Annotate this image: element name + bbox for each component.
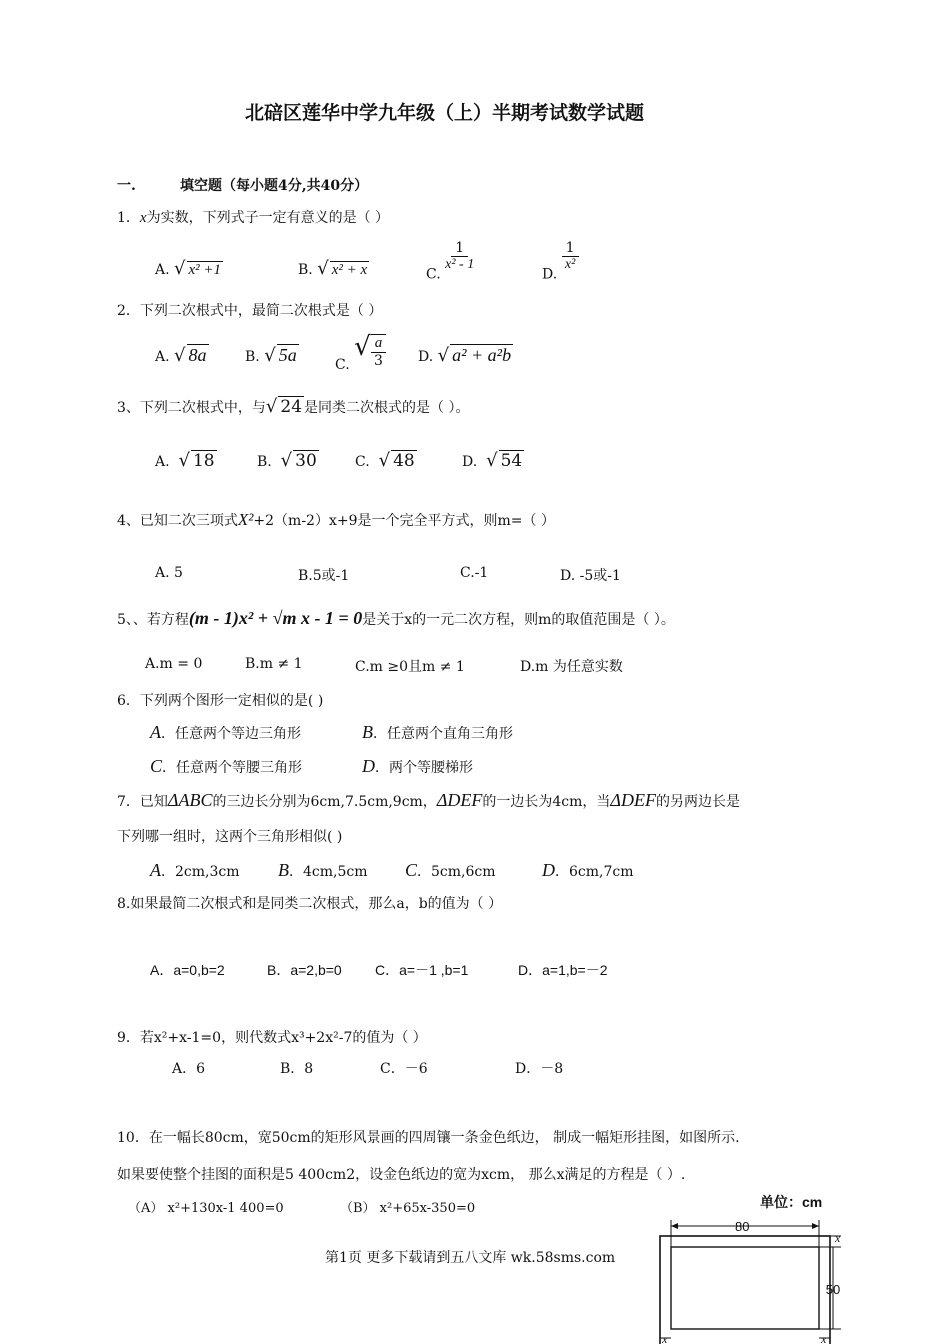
q6-option-a: A．任意两个等边三角形: [150, 722, 301, 742]
q2-option-d: D. √ a² + a²b: [418, 345, 512, 366]
inner-rectangle: [671, 1247, 819, 1329]
q6-option-d: D．两个等腰梯形: [362, 756, 473, 776]
q7-option-c: C．5cm,6cm: [405, 860, 496, 880]
q4-option-c: C.-1: [460, 565, 489, 581]
q3-option-c: C. √ 48: [355, 450, 415, 471]
q9-option-a: A．6: [172, 1061, 206, 1077]
question-5: 5、、若方程(m - 1)x² + √m x - 1 = 0是关于x的一元二次方程，则m的取值范围是（ ）。: [117, 608, 675, 628]
x-label-bottom-right: x: [821, 1332, 827, 1344]
page-title: 北碚区莲华中学九年级（上）半期考试数学试题: [245, 102, 645, 124]
q5-option-d: D.m 为任意实数: [520, 659, 623, 675]
question-2: 2．下列二次根式中，最简二次根式是（ ）: [117, 303, 383, 319]
question-7-line2: 下列哪一组时，这两个三角形相似( ): [117, 829, 343, 845]
q8-option-b: B．a=2,b=0: [267, 962, 342, 978]
q5-option-a: A.m = 0: [145, 656, 203, 672]
question-10-line1: 10．在一幅长80cm，宽50cm的矩形风景画的四周镶一条金色纸边， 制成一幅矩形挂图，如图所示.: [117, 1130, 740, 1146]
x-label-right: x: [835, 1231, 841, 1245]
q1-prefix: 1．: [117, 210, 140, 226]
q1-option-c: C. $\frac{1}{\text{x² - 1}}$: [426, 240, 475, 283]
q1-option-d: D. $\frac{1}{\text{x²}}$: [542, 240, 579, 283]
outer-rectangle: [660, 1236, 830, 1344]
q10-option-a: （A） x²+130x-1 400=0: [128, 1201, 284, 1216]
q8-option-d: D．a=1,b=－2: [518, 962, 608, 978]
q7-option-b: B．4cm,5cm: [278, 860, 368, 880]
question-9: 9．若x²+x-1=0，则代数式x³+2x²-7的值为（ ）: [117, 1030, 427, 1046]
length-label: 80: [735, 1219, 750, 1234]
q9-option-c: C．－6: [380, 1061, 428, 1077]
question-10-line2: 如果要使整个挂图的面积是5 400cm2，设金色纸边的宽为xcm， 那么x满足的方程是（ ）.: [117, 1167, 686, 1183]
q1-option-b: B. √ x² + x: [298, 258, 368, 279]
q1-stem: 为实数，下列式子一定有意义的是（ ）: [146, 210, 390, 226]
q7-option-d: D．6cm,7cm: [542, 860, 634, 880]
q10-option-b: （B） x²+65x-350=0: [340, 1201, 476, 1216]
page-footer: 第1页 更多下载请到五八文库 wk.58sms.com: [325, 1250, 616, 1266]
q8-option-c: C．a=－1 ,b=1: [375, 962, 469, 978]
q3-option-d: D. √ 54: [462, 450, 523, 471]
question-8: 8.如果最简二次根式和是同类二次根式，那么a，b的值为（ ）: [117, 896, 503, 912]
question-7: 7．已知ΔABC的三边长分别为6cm,7.5cm,9cm，ΔDEF的一边长为4cm，当ΔDEF的另两边长是: [117, 790, 740, 810]
q4-option-d: D. -5或-1: [560, 568, 621, 584]
frame-figure: [645, 1212, 845, 1344]
q1-option-a: A. √ x² +1: [155, 258, 222, 279]
q2-option-a: A. √ 8a: [155, 345, 207, 366]
q6-option-b: B．任意两个直角三角形: [362, 722, 513, 742]
width-label: 50: [825, 1282, 841, 1297]
q3-option-a: A. √ 18: [155, 450, 215, 471]
q7-option-a: A．2cm,3cm: [150, 860, 240, 880]
question-3: 3、下列二次根式中，与√ 24 是同类二次根式的是（ ）。: [117, 396, 470, 417]
q9-option-b: B．8: [280, 1061, 314, 1077]
section-heading: 填空题（每小题4分,共40分）: [180, 178, 369, 194]
section-number: 一.: [117, 178, 136, 194]
q2-option-c: C. √ $\frac{a}{3}$: [335, 332, 386, 373]
question-1: [117, 207, 389, 227]
question-6: 6．下列两个图形一定相似的是( ): [117, 693, 324, 709]
q5-option-c: C.m ≥0且m ≠ 1: [355, 659, 465, 675]
q4-option-b: B.5或-1: [298, 568, 350, 584]
q6-option-c: C．任意两个等腰三角形: [150, 756, 303, 776]
q9-option-d: D．－8: [515, 1061, 564, 1077]
question-4: 4、已知二次三项式X²+2（m-2）x+9是一个完全平方式，则m=（ ）: [117, 510, 555, 529]
q1-var: x: [139, 210, 147, 226]
q5-option-b: B.m ≠ 1: [245, 656, 303, 672]
figure-unit-label: 单位：cm: [760, 1194, 823, 1210]
q3-option-b: B. √ 30: [257, 450, 317, 471]
q4-option-a: A. 5: [155, 565, 183, 581]
q2-option-b: B. √ 5a: [245, 345, 297, 366]
x-label-bottom-left: x: [662, 1332, 668, 1344]
q8-option-a: A．a=0,b=2: [150, 962, 225, 978]
